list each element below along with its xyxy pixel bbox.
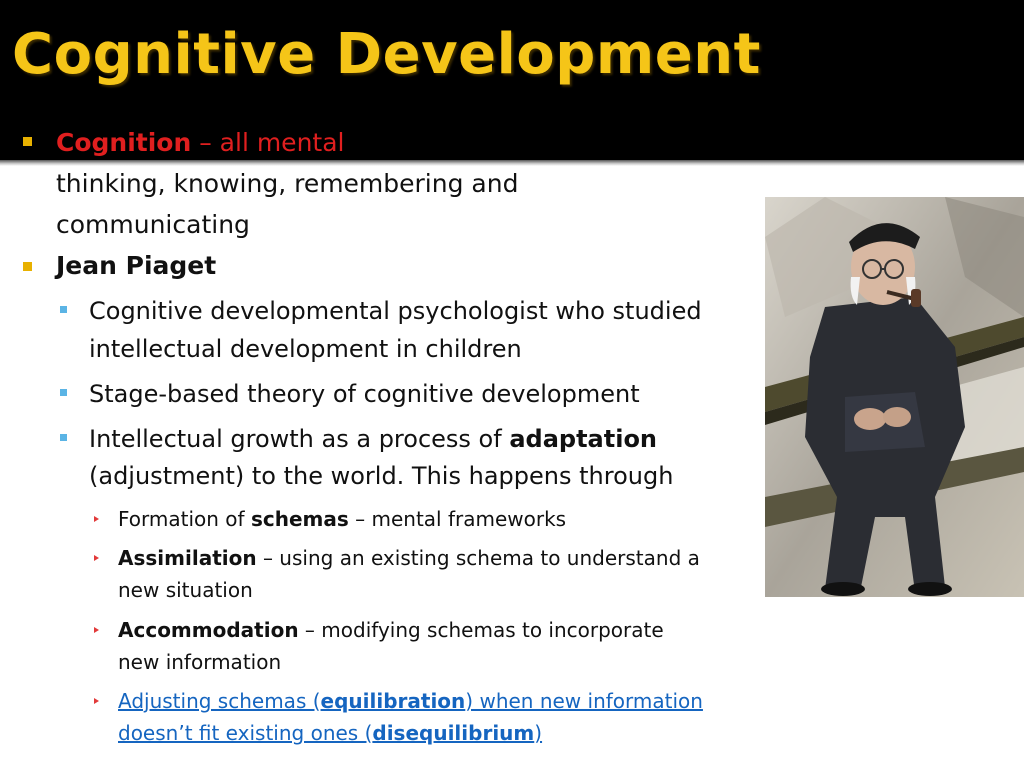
sub-point-1 xyxy=(118,503,566,535)
sub-point-1-text: Formation of xyxy=(118,507,251,531)
point-3-line-2: (adjustment) to the world. This happens through xyxy=(89,462,674,490)
link-text-2: ) when new information xyxy=(465,689,703,713)
point-1-line-1: Cognitive developmental psychologist who studied xyxy=(89,297,702,325)
sub-bullet-icon xyxy=(60,306,67,313)
cognition-term: Cognition xyxy=(56,128,192,157)
sub-point-2-line-1 xyxy=(118,542,700,574)
arrow-bullet-icon xyxy=(94,516,99,522)
equilibration-term: equilibration xyxy=(320,689,466,713)
slide-title: Cognitive Development xyxy=(12,22,761,87)
piaget-photo xyxy=(765,197,1024,597)
link-text-1: Adjusting schemas ( xyxy=(118,689,321,713)
sub-point-1-def: – mental frameworks xyxy=(348,507,567,531)
sub-bullet-icon xyxy=(60,434,67,441)
adaptation-term: adaptation xyxy=(509,425,658,453)
schemas-term: schemas xyxy=(250,507,349,531)
accommodation-term: Accommodation xyxy=(118,618,299,642)
cognition-def-3: communicating xyxy=(56,210,250,239)
sub-point-2-line-2: new situation xyxy=(118,578,253,602)
point-3-line-1 xyxy=(89,421,657,457)
sub-point-3-line-2: new information xyxy=(118,650,282,674)
link-text-3: doesn’t fit existing ones ( xyxy=(118,721,373,745)
sub-bullet-icon xyxy=(60,389,67,396)
assimilation-term: Assimilation xyxy=(118,546,257,570)
arrow-bullet-icon xyxy=(94,555,99,561)
point-1-line-2: intellectual development in children xyxy=(89,335,522,363)
bullet-square-icon xyxy=(23,262,32,271)
title-divider xyxy=(0,160,1024,166)
sub-point-2-def: – using an existing schema to understand a xyxy=(256,546,700,570)
piaget-heading: Jean Piaget xyxy=(56,251,217,280)
point-2: Stage-based theory of cognitive development xyxy=(89,380,640,408)
bullet-square-icon xyxy=(23,137,32,146)
sub-point-3-line-1 xyxy=(118,614,664,646)
arrow-bullet-icon xyxy=(94,698,99,704)
cognition-line-1 xyxy=(56,127,344,158)
sub-point-3-def: – modifying schemas to incorporate xyxy=(298,618,664,642)
equilibration-link[interactable] xyxy=(118,685,703,717)
arrow-bullet-icon xyxy=(94,627,99,633)
disequilibrium-term: disequilibrium xyxy=(372,721,535,745)
cognition-def-2: thinking, knowing, remembering and xyxy=(56,169,519,198)
disequilibrium-link[interactable] xyxy=(118,717,542,749)
link-text-4: ) xyxy=(534,721,543,745)
point-3-text: Intellectual growth as a process of xyxy=(89,425,510,453)
cognition-def-1: – all mental xyxy=(191,128,345,157)
